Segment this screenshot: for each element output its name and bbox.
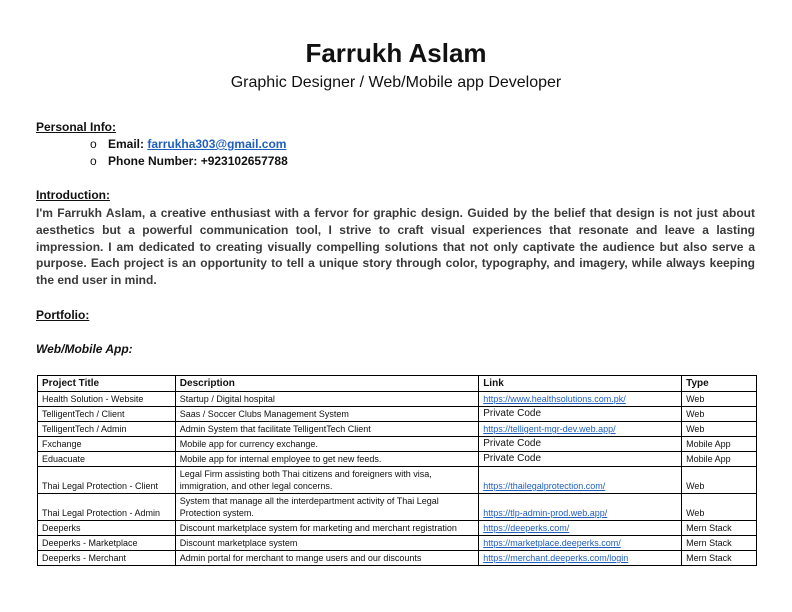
project-type: Web [682,467,757,494]
project-description: Startup / Digital hospital [175,392,478,407]
project-title: Deeperks [38,521,176,536]
project-description: Discount marketplace system for marketing and merchant registration [175,521,478,536]
project-description: Discount marketplace system [175,536,478,551]
bullet-icon: o [90,154,97,168]
project-title: TelligentTech / Admin [38,422,176,437]
project-description: Admin portal for merchant to mange users and our discounts [175,551,478,566]
project-link[interactable]: https://merchant.deeperks.com/login [483,553,629,563]
table-row [38,494,757,521]
project-link-cell [479,494,682,521]
project-link[interactable]: https://deeperks.com/ [483,523,570,533]
project-description: Mobile app for internal employee to get new feeds. [175,452,478,467]
email-label: Email: [108,137,145,151]
project-title: Thai Legal Protection - Client [38,467,176,494]
project-title: Eduacuate [38,452,176,467]
column-header-type: Type [682,376,757,392]
project-title: Fxchange [38,437,176,452]
table-row [38,422,757,437]
project-link-cell [479,467,682,494]
project-link[interactable]: https://thailegalprotection.com/ [483,481,606,491]
project-title: Thai Legal Protection - Admin [38,494,176,521]
table-row [38,521,757,536]
project-type: Web [682,392,757,407]
project-link-cell [479,521,682,536]
project-description: Admin System that facilitate TelligentTech Client [175,422,478,437]
personal-info-heading: Personal Info: [36,120,117,134]
introduction-text: I'm Farrukh Aslam, a creative enthusiast with a fervor for graphic design. Guided by the belief that design is not just about aesthetics but a powerful communication tool, I strive to craft visual experiences that resonate and leave a lasting impression. I am dedicated to creating visually compelling solutions that not only captivate the audience but also serve a purpose. Each project is an opportunity to tell a unique story through color, typography, and imagery, while always keeping the end user in mind. [36,206,755,288]
project-type: Mern Stack [682,536,757,551]
table-row [38,437,757,452]
project-title: TelligentTech / Client [38,407,176,422]
project-link-private: Private Code [479,407,682,422]
project-type: Web [682,407,757,422]
project-link-cell [479,551,682,566]
portfolio-heading: Portfolio: [36,308,90,322]
table-header-row [38,376,757,392]
project-description: Saas / Soccer Clubs Management System [175,407,478,422]
table-row [38,467,757,494]
phone-label: Phone Number: [108,154,198,168]
introduction-heading: Introduction: [36,188,110,202]
column-header-link: Link [479,376,682,392]
project-type: Mern Stack [682,551,757,566]
project-type: Mern Stack [682,521,757,536]
table-row [38,392,757,407]
portfolio-table [37,375,757,566]
table-row [38,407,757,422]
web-mobile-subheading: Web/Mobile App: [36,342,133,356]
project-link-private: Private Code [479,452,682,467]
project-link-cell [479,422,682,437]
project-title: Deeperks - Merchant [38,551,176,566]
project-link[interactable]: https://www.healthsolutions.com.pk/ [483,394,626,404]
project-link-cell [479,392,682,407]
project-title: Deeperks - Marketplace [38,536,176,551]
email-item [90,137,286,151]
resume-title: Graphic Designer / Web/Mobile app Developer [230,74,562,91]
project-type: Web [682,494,757,521]
project-description: Legal Firm assisting both Thai citizens and foreigners with visa, immigration, and other legal concerns. [175,467,478,494]
table-row [38,536,757,551]
project-description: Mobile app for currency exchange. [175,437,478,452]
table-row [38,551,757,566]
project-link[interactable]: https://marketplace.deeperks.com/ [483,538,621,548]
resume-name: Farrukh Aslam [305,38,487,68]
project-link-private: Private Code [479,437,682,452]
project-title: Health Solution - Website [38,392,176,407]
project-type: Web [682,422,757,437]
column-header-title: Project Title [38,376,176,392]
phone-item [90,154,288,168]
project-type: Mobile App [682,452,757,467]
email-link[interactable]: farrukha303@gmail.com [147,137,287,151]
project-link-cell [479,536,682,551]
project-type: Mobile App [682,437,757,452]
project-description: System that manage all the interdepartment activity of Thai Legal Protection system. [175,494,478,521]
bullet-icon: o [90,137,97,151]
table-row [38,452,757,467]
project-link[interactable]: https://telligent-mgr-dev.web.app/ [483,424,616,434]
project-link[interactable]: https://tlp-admin-prod.web.app/ [483,508,608,518]
column-header-description: Description [175,376,478,392]
phone-value: +923102657788 [200,154,288,168]
